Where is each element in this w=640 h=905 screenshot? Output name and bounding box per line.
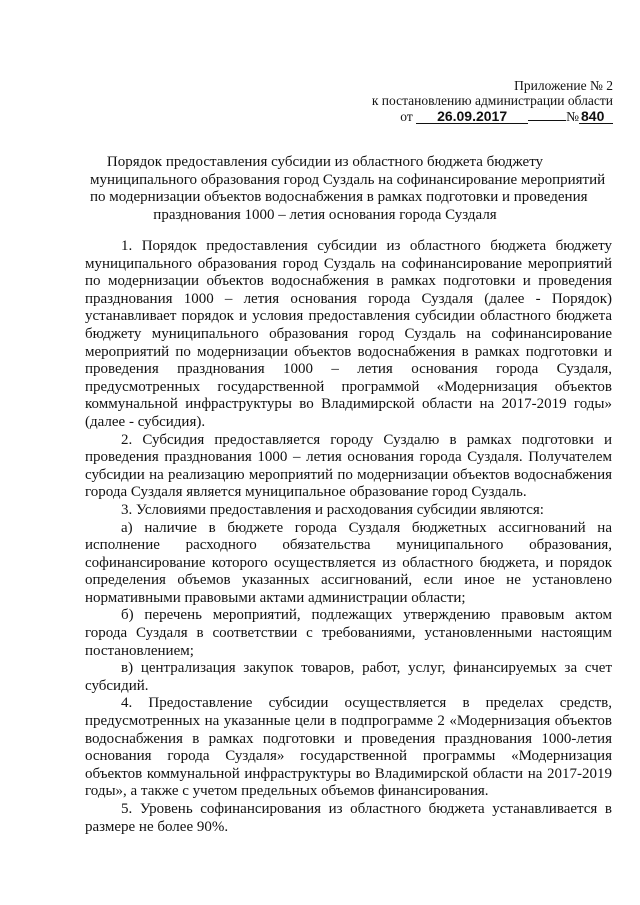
paragraph-line: б) перечень мероприятий, подлежащих утверждению правовым актом: [121, 607, 612, 624]
paragraph-line: проведения празднования 1000 – летия основания города Суздаля,: [85, 361, 612, 378]
paragraph-line: города Суздаля в соответствии с требованиями, установленными настоящим: [85, 625, 612, 642]
paragraph-line: празднования 1000 – летия основания города Суздаля (далее - Порядок): [85, 290, 612, 307]
paragraph-line: нормативными правовыми актами администрации области;: [85, 589, 466, 606]
paragraph-line: водоснабжения в рамках подготовки и проведения празднования 1000-летия: [85, 730, 612, 747]
paragraph-line: города Суздаля является муниципальное образование город Суздаль.: [85, 484, 527, 501]
decree-date-row: [400, 108, 613, 124]
paragraph-line: основания города Суздаля» государственной программы «Модернизация: [85, 748, 612, 765]
paragraph: [85, 520, 612, 608]
paragraph-line: 5. Уровень софинансирования из областного бюджета устанавливается в: [121, 801, 612, 817]
paragraph-line: предусмотренных на указанные цели в подпрограмме 2 «Модернизация объектов: [85, 713, 612, 730]
appendix-header: [372, 78, 613, 124]
paragraph-line: субсидий.: [85, 677, 149, 694]
paragraph-line: годы», а также с учетом предельных объемов финансирования.: [85, 783, 489, 800]
paragraph-line: субсидии на реализацию мероприятий по модернизации объектов водоснабжения: [85, 466, 612, 483]
paragraph-line: 1. Порядок предоставления субсидии из областного бюджета бюджету: [121, 238, 612, 254]
paragraph-line: предусмотренных государственной программой «Модернизация объектов: [85, 378, 612, 395]
title-line: по модернизации объектов водоснабжения в рамках подготовки и проведения: [90, 189, 588, 205]
paragraph-line: в) централизация закупок товаров, работ, услуг, финансируемых за счет: [121, 660, 612, 677]
decree-number: 840: [579, 109, 613, 124]
document-title: [90, 154, 606, 224]
paragraph-line: софинансирование которого осуществляется из областного бюджета, и порядок: [85, 554, 612, 571]
paragraph: [85, 660, 612, 695]
title-line: муниципального образования город Суздаль на софинансирование мероприятий: [90, 171, 606, 188]
appendix-reference: к постановлению администрации области: [371, 93, 613, 108]
paragraph-line: мероприятий по модернизации объектов водоснабжения в рамках подготовки и: [85, 343, 612, 360]
appendix-title: Приложение № 2: [514, 78, 613, 93]
paragraph-line: муниципального образования город Суздаль на софинансирование мероприятий: [85, 255, 612, 272]
paragraph-line: (далее - субсидия).: [85, 413, 206, 430]
paragraph-line: объектов коммунальной инфраструктуры во Владимирской области на 2017-2019: [85, 765, 612, 782]
paragraph-line: 3. Условиями предоставления и расходования субсидии являются:: [121, 501, 544, 518]
paragraph-line: размере не более 90%.: [85, 818, 229, 835]
paragraph: [85, 432, 612, 502]
paragraph: [85, 607, 612, 660]
paragraph-line: постановлением;: [85, 642, 194, 659]
paragraph-line: проведения празднования 1000 – летия основания города Суздаля. Получателем: [85, 449, 612, 466]
paragraph-line: устанавливает порядок и условия предоставления субсидии областного бюджета: [85, 308, 612, 325]
paragraph: [85, 695, 612, 801]
date-underline: [528, 108, 566, 121]
paragraph: [85, 238, 612, 432]
paragraph-line: коммунальной инфраструктуры во Владимирской области на 2017-2019 годы»: [85, 396, 612, 413]
paragraph-line: бюджету муниципального образования город Суздаль на софинансирование: [85, 325, 612, 342]
paragraph-line: 4. Предоставление субсидии осуществляется в пределах средств,: [121, 695, 612, 712]
paragraph-line: 2. Субсидия предоставляется городу Суздалю в рамках подготовки и: [121, 431, 612, 448]
paragraph-line: а) наличие в бюджете города Суздаля бюджетных ассигнований на: [121, 519, 612, 536]
title-line: празднования 1000 – летия основания города Суздаля: [153, 206, 497, 223]
paragraph-line: по модернизации объектов водоснабжения в рамках подготовки и проведения: [85, 273, 612, 290]
date-prefix: от: [400, 109, 413, 124]
document-body: [85, 238, 612, 836]
title-line: Порядок предоставления субсидии из областного бюджета бюджету: [106, 154, 544, 170]
paragraph: [85, 801, 612, 836]
paragraph: [85, 502, 612, 520]
number-prefix: №: [566, 109, 579, 124]
paragraph-line: определения объемов указанных ассигнований, если иное не установлено: [85, 572, 612, 589]
decree-date: 26.09.2017: [416, 109, 528, 124]
paragraph-line: исполнение расходного обязательства муниципального образования,: [85, 537, 612, 554]
